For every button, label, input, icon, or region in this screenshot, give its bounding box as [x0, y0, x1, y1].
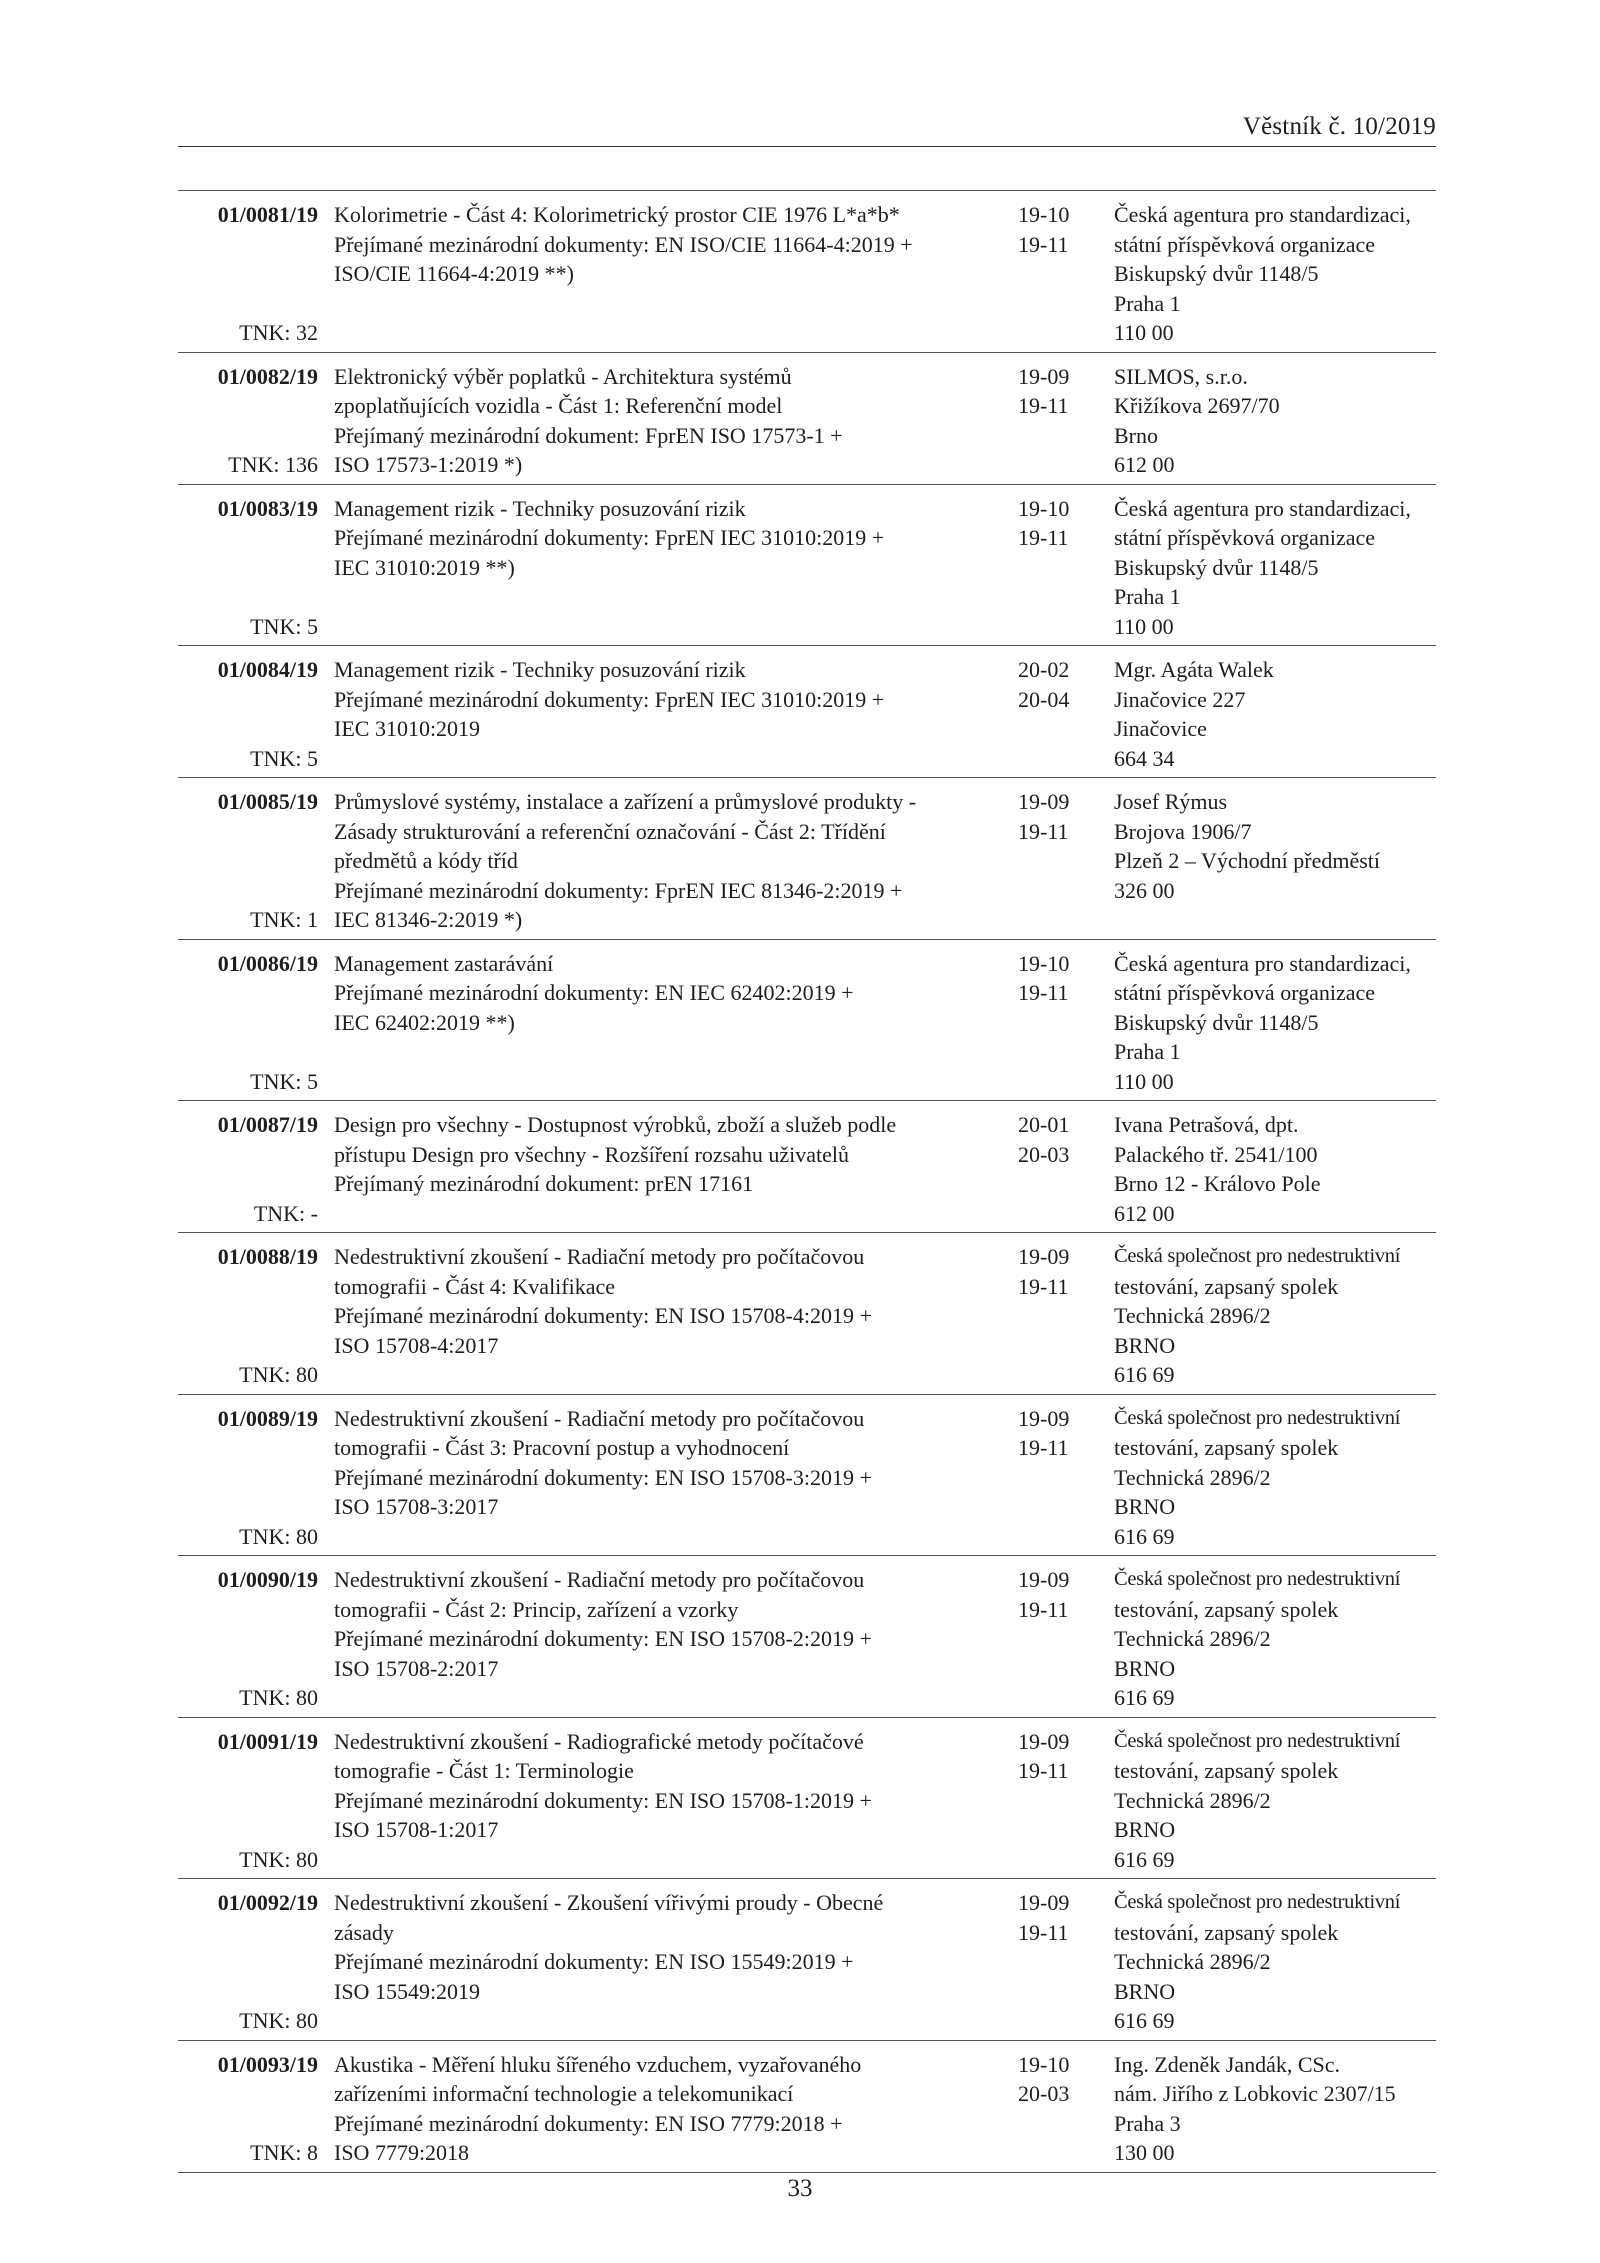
entry-dates-cell: [1018, 2050, 1110, 2168]
title-line: Přejímané mezinárodní dokumenty: EN ISO 7779:2018 +: [334, 2110, 843, 2136]
title-line: Přejímaný mezinárodní dokument: FprEN ISO 17573-1 +: [334, 422, 843, 448]
entry-dates-cell: [1018, 1565, 1110, 1713]
entry-dates-cell: [1018, 494, 1110, 642]
entry-address-cell: [1110, 362, 1436, 480]
address-line: 616 69: [1114, 1685, 1175, 1710]
title-line: Přejímaný mezinárodní dokument: prEN 17161: [334, 1171, 754, 1196]
title-line: Přejímané mezinárodní dokumenty: EN ISO 15708-2:2019 +: [334, 1626, 872, 1651]
entry-title-cell: [328, 1565, 1018, 1713]
entry-id-cell: [178, 1888, 328, 2036]
address-line: BRNO: [1114, 1332, 1176, 1358]
title-line: ISO 7779:2018: [334, 2140, 470, 2165]
address-line: Mgr. Agáta Walek: [1114, 657, 1274, 682]
address-line: testování, zapsaný spolek: [1114, 1758, 1339, 1783]
entry-dates-cell: [1018, 1888, 1110, 2036]
address-line: 110 00: [1114, 613, 1174, 639]
entry-tnk: TNK: 1: [250, 907, 318, 932]
entry-dates-cell: [1018, 362, 1110, 480]
date-value: 19-11: [1018, 980, 1069, 1005]
title-line: Nedestruktivní zkoušení - Radiografické metody počítačové: [334, 1728, 864, 1754]
entry-number: 01/0089/19: [217, 1405, 318, 1431]
address-line: Biskupský dvůr 1148/5: [1114, 261, 1319, 286]
entry-tnk: TNK: 5: [250, 1068, 318, 1094]
title-line: předmětů a kódy tříd: [334, 848, 518, 873]
title-line: Design pro všechny - Dostupnost výrobků, zboží a služeb podle: [334, 1112, 897, 1137]
title-line: přístupu Design pro všechny - Rozšíření rozsahu uživatelů: [334, 1141, 850, 1167]
address-line: Česká společnost pro nedestruktivní: [1114, 1568, 1401, 1590]
page-header: [178, 112, 1436, 147]
title-line: Přejímané mezinárodní dokumenty: EN ISO 15708-1:2019 +: [334, 1787, 872, 1813]
title-line: Nedestruktivní zkoušení - Radiační metody pro počítačovou: [334, 1567, 865, 1592]
date-value: 20-03: [1018, 1141, 1070, 1167]
address-line: SILMOS, s.r.o.: [1114, 363, 1248, 389]
address-line: Praha 1: [1114, 290, 1181, 316]
address-line: Palackého tř. 2541/100: [1114, 1141, 1318, 1167]
address-line: 612 00: [1114, 452, 1175, 477]
date-value: 19-10: [1018, 495, 1070, 521]
address-line: testování, zapsaný spolek: [1114, 1273, 1339, 1299]
title-line: IEC 62402:2019 **): [334, 1009, 515, 1035]
date-value: 19-11: [1018, 1435, 1069, 1460]
address-line: Ivana Petrašová, dpt.: [1114, 1112, 1299, 1137]
table-row: [178, 1555, 1436, 1717]
title-line: zásady: [334, 1919, 394, 1945]
title-line: Zásady strukturování a referenční označování - Část 2: Třídění: [334, 818, 886, 844]
entry-id-cell: [178, 1727, 328, 1875]
address-line: Brno: [1114, 422, 1158, 448]
entry-title-cell: [328, 1242, 1018, 1390]
date-value: 20-01: [1018, 1112, 1070, 1137]
entry-address-cell: [1110, 1888, 1436, 2036]
address-line: Technická 2896/2: [1114, 1464, 1271, 1490]
entry-address-cell: [1110, 1242, 1436, 1390]
entry-tnk: TNK: 80: [239, 1846, 318, 1872]
entry-id-cell: [178, 494, 328, 642]
entry-number: 01/0092/19: [217, 1890, 318, 1915]
title-line: Akustika - Měření hluku šířeného vzduchem, vyzařovaného: [334, 2051, 862, 2077]
title-line: ISO 15708-4:2017: [334, 1332, 499, 1358]
address-line: Praha 1: [1114, 1039, 1181, 1064]
title-line: ISO 17573-1:2019 *): [334, 452, 523, 477]
entry-number: 01/0087/19: [217, 1112, 318, 1137]
date-value: 19-11: [1018, 393, 1069, 418]
address-line: 326 00: [1114, 877, 1175, 903]
entry-id-cell: [178, 1110, 328, 1228]
entry-dates-cell: [1018, 1242, 1110, 1390]
entry-id-cell: [178, 1565, 328, 1713]
address-line: 616 69: [1114, 1846, 1175, 1872]
table-row: [178, 1878, 1436, 2040]
table-row: [178, 484, 1436, 646]
date-value: 19-09: [1018, 789, 1070, 814]
address-line: Česká agentura pro standardizaci,: [1114, 202, 1411, 227]
entry-number: 01/0085/19: [217, 789, 318, 814]
address-line: Česká společnost pro nedestruktivní: [1114, 1891, 1401, 1913]
address-line: testování, zapsaný spolek: [1114, 1435, 1339, 1460]
entry-id-cell: [178, 1404, 328, 1552]
entry-number: 01/0091/19: [217, 1728, 318, 1754]
entry-dates-cell: [1018, 1110, 1110, 1228]
title-line: tomografii - Část 2: Princip, zařízení a vzorky: [334, 1596, 739, 1622]
entry-id-cell: [178, 362, 328, 480]
address-line: Jinačovice: [1114, 716, 1207, 741]
address-line: 664 34: [1114, 745, 1175, 771]
address-line: státní příspěvková organizace: [1114, 525, 1376, 550]
address-line: Česká společnost pro nedestruktivní: [1114, 1406, 1401, 1429]
date-value: 19-11: [1018, 231, 1069, 257]
address-line: 110 00: [1114, 1068, 1174, 1094]
entry-address-cell: [1110, 2050, 1436, 2168]
table-row: [178, 352, 1436, 484]
date-value: 19-09: [1018, 1567, 1070, 1592]
address-line: 616 69: [1114, 2008, 1175, 2033]
entry-number: 01/0082/19: [217, 363, 318, 389]
address-line: státní příspěvková organizace: [1114, 980, 1376, 1005]
title-line: ISO/CIE 11664-4:2019 **): [334, 261, 574, 286]
address-line: 612 00: [1114, 1200, 1175, 1226]
address-line: Česká agentura pro standardizaci,: [1114, 950, 1411, 976]
entry-address-cell: [1110, 949, 1436, 1097]
entry-tnk: TNK: -: [253, 1200, 318, 1226]
date-value: 19-09: [1018, 363, 1070, 389]
address-line: Josef Rýmus: [1114, 789, 1228, 814]
title-line: Přejímané mezinárodní dokumenty: FprEN IEC 81346-2:2019 +: [334, 877, 903, 903]
table-row: [178, 2040, 1436, 2173]
title-line: Management rizik - Techniky posuzování rizik: [334, 495, 746, 521]
title-line: tomografii - Část 4: Kvalifikace: [334, 1273, 616, 1299]
date-value: 19-09: [1018, 1728, 1070, 1754]
address-line: Biskupský dvůr 1148/5: [1114, 1009, 1319, 1035]
address-line: Brojova 1906/7: [1114, 818, 1252, 844]
address-line: státní příspěvková organizace: [1114, 231, 1376, 257]
title-line: Kolorimetrie - Část 4: Kolorimetrický prostor CIE 1976 L*a*b*: [334, 202, 900, 227]
entry-tnk: TNK: 136: [228, 452, 318, 477]
entry-number: 01/0086/19: [217, 950, 318, 976]
journal-title: Věstník č. 10/2019: [1242, 113, 1436, 140]
entry-title-cell: [328, 1404, 1018, 1552]
date-value: 19-11: [1018, 1919, 1069, 1945]
title-line: IEC 31010:2019: [334, 716, 481, 741]
page-number: 33: [787, 2175, 813, 2202]
address-line: Praha 1: [1114, 584, 1181, 609]
title-line: Přejímané mezinárodní dokumenty: EN ISO/CIE 11664-4:2019 +: [334, 231, 913, 257]
address-line: Technická 2896/2: [1114, 1787, 1271, 1813]
entry-tnk: TNK: 80: [239, 1362, 318, 1387]
address-line: 130 00: [1114, 2140, 1175, 2165]
entry-title-cell: [328, 1727, 1018, 1875]
entry-dates-cell: [1018, 655, 1110, 773]
address-line: Technická 2896/2: [1114, 1626, 1271, 1651]
table-row: [178, 645, 1436, 777]
title-line: Nedestruktivní zkoušení - Radiační metody pro počítačovou: [334, 1244, 865, 1269]
title-line: zařízeními informační technologie a telekomunikací: [334, 2081, 794, 2106]
entry-id-cell: [178, 787, 328, 935]
date-value: 19-11: [1018, 818, 1069, 844]
address-line: Brno 12 - Královo Pole: [1114, 1171, 1321, 1196]
title-line: Nedestruktivní zkoušení - Radiační metody pro počítačovou: [334, 1405, 865, 1431]
title-line: tomografie - Část 1: Terminologie: [334, 1758, 634, 1783]
entry-tnk: TNK: 80: [239, 1685, 318, 1710]
address-line: Česká společnost pro nedestruktivní: [1114, 1245, 1401, 1267]
table-row: [178, 1394, 1436, 1556]
entry-dates-cell: [1018, 1727, 1110, 1875]
entry-address-cell: [1110, 787, 1436, 935]
address-line: testování, zapsaný spolek: [1114, 1919, 1339, 1945]
date-value: 19-10: [1018, 2051, 1070, 2077]
title-line: Elektronický výběr poplatků - Architektura systémů: [334, 363, 792, 389]
title-line: ISO 15549:2019: [334, 1978, 481, 2004]
entry-id-cell: [178, 949, 328, 1097]
title-line: IEC 31010:2019 **): [334, 554, 515, 580]
entry-title-cell: [328, 362, 1018, 480]
address-line: Praha 3: [1114, 2110, 1181, 2136]
date-value: 20-02: [1018, 657, 1070, 682]
entry-dates-cell: [1018, 787, 1110, 935]
entry-number: 01/0093/19: [217, 2051, 318, 2077]
address-line: BRNO: [1114, 1817, 1176, 1842]
entry-address-cell: [1110, 1727, 1436, 1875]
address-line: Biskupský dvůr 1148/5: [1114, 554, 1319, 580]
title-line: Průmyslové systémy, instalace a zařízení a průmyslové produkty -: [334, 789, 917, 814]
entry-title-cell: [328, 1110, 1018, 1228]
title-line: Management zastarávání: [334, 950, 554, 976]
entry-address-cell: [1110, 655, 1436, 773]
entry-number: 01/0081/19: [217, 202, 318, 227]
title-line: Přejímané mezinárodní dokumenty: EN IEC 62402:2019 +: [334, 980, 854, 1005]
table-row: [178, 777, 1436, 939]
entry-address-cell: [1110, 1404, 1436, 1552]
entry-number: 01/0088/19: [217, 1244, 318, 1269]
entry-tnk: TNK: 80: [239, 1523, 318, 1549]
title-line: tomografii - Část 3: Pracovní postup a vyhodnocení: [334, 1435, 790, 1460]
date-value: 19-10: [1018, 950, 1070, 976]
entry-tnk: TNK: 8: [250, 2140, 318, 2165]
entry-address-cell: [1110, 200, 1436, 348]
date-value: 19-11: [1018, 1758, 1069, 1783]
entry-number: 01/0090/19: [217, 1567, 318, 1592]
table-row: [178, 939, 1436, 1101]
address-line: BRNO: [1114, 1978, 1176, 2004]
address-line: Ing. Zdeněk Jandák, CSc.: [1114, 2051, 1341, 2077]
entry-id-cell: [178, 1242, 328, 1390]
title-line: Přejímané mezinárodní dokumenty: EN ISO 15708-4:2019 +: [334, 1303, 872, 1328]
page-footer: [0, 2175, 1600, 2203]
address-line: Technická 2896/2: [1114, 1303, 1271, 1328]
entry-id-cell: [178, 655, 328, 773]
entry-title-cell: [328, 787, 1018, 935]
date-value: 19-11: [1018, 1596, 1069, 1622]
entry-tnk: TNK: 5: [250, 745, 318, 771]
entry-title-cell: [328, 200, 1018, 348]
entry-title-cell: [328, 494, 1018, 642]
address-line: 110 00: [1114, 320, 1174, 345]
table-row: [178, 1232, 1436, 1394]
address-line: Česká společnost pro nedestruktivní: [1114, 1729, 1401, 1752]
address-line: Technická 2896/2: [1114, 1949, 1271, 1974]
date-value: 19-09: [1018, 1244, 1070, 1269]
entry-title-cell: [328, 1888, 1018, 2036]
entry-id-cell: [178, 200, 328, 348]
address-line: nám. Jiřího z Lobkovic 2307/15: [1114, 2081, 1396, 2106]
entry-address-cell: [1110, 1110, 1436, 1228]
date-value: 19-10: [1018, 202, 1070, 227]
address-line: testování, zapsaný spolek: [1114, 1596, 1339, 1622]
entry-title-cell: [328, 2050, 1018, 2168]
date-value: 20-04: [1018, 686, 1070, 712]
entry-number: 01/0084/19: [217, 657, 318, 682]
title-line: ISO 15708-1:2017: [334, 1817, 499, 1842]
date-value: 19-11: [1018, 1273, 1069, 1299]
table-row: [178, 1717, 1436, 1879]
title-line: Přejímané mezinárodní dokumenty: FprEN IEC 31010:2019 +: [334, 686, 885, 712]
title-line: Nedestruktivní zkoušení - Zkoušení vířivými proudy - Obecné: [334, 1890, 884, 1915]
entry-number: 01/0083/19: [217, 495, 318, 521]
title-line: ISO 15708-3:2017: [334, 1494, 499, 1519]
table-row: [178, 190, 1436, 352]
entry-address-cell: [1110, 494, 1436, 642]
entry-dates-cell: [1018, 1404, 1110, 1552]
date-value: 19-11: [1018, 525, 1069, 550]
address-line: Jinačovice 227: [1114, 686, 1246, 712]
table-row: [178, 1100, 1436, 1232]
address-line: BRNO: [1114, 1494, 1176, 1519]
address-line: BRNO: [1114, 1655, 1176, 1681]
address-line: 616 69: [1114, 1362, 1175, 1387]
title-line: zpoplatňujících vozidla - Část 1: Referenční model: [334, 393, 783, 418]
date-value: 20-03: [1018, 2081, 1070, 2106]
date-value: 19-09: [1018, 1405, 1070, 1431]
entry-id-cell: [178, 2050, 328, 2168]
address-line: 616 69: [1114, 1523, 1175, 1549]
address-line: Křižíkova 2697/70: [1114, 393, 1280, 418]
entry-title-cell: [328, 655, 1018, 773]
title-line: Přejímané mezinárodní dokumenty: EN ISO 15708-3:2019 +: [334, 1464, 872, 1490]
entries-table: [178, 190, 1436, 2173]
title-line: Management rizik - Techniky posuzování rizik: [334, 657, 746, 682]
entry-tnk: TNK: 5: [250, 613, 318, 639]
date-value: 19-09: [1018, 1890, 1070, 1915]
entry-title-cell: [328, 949, 1018, 1097]
title-line: ISO 15708-2:2017: [334, 1655, 499, 1681]
entry-tnk: TNK: 80: [239, 2008, 318, 2033]
address-line: Plzeň 2 – Východní předměstí: [1114, 848, 1380, 873]
title-line: Přejímané mezinárodní dokumenty: EN ISO 15549:2019 +: [334, 1949, 854, 1974]
title-line: Přejímané mezinárodní dokumenty: FprEN IEC 31010:2019 +: [334, 525, 885, 550]
address-line: Česká agentura pro standardizaci,: [1114, 495, 1411, 521]
entry-dates-cell: [1018, 949, 1110, 1097]
title-line: IEC 81346-2:2019 *): [334, 907, 523, 932]
entry-address-cell: [1110, 1565, 1436, 1713]
entry-dates-cell: [1018, 200, 1110, 348]
entry-tnk: TNK: 32: [239, 320, 318, 345]
